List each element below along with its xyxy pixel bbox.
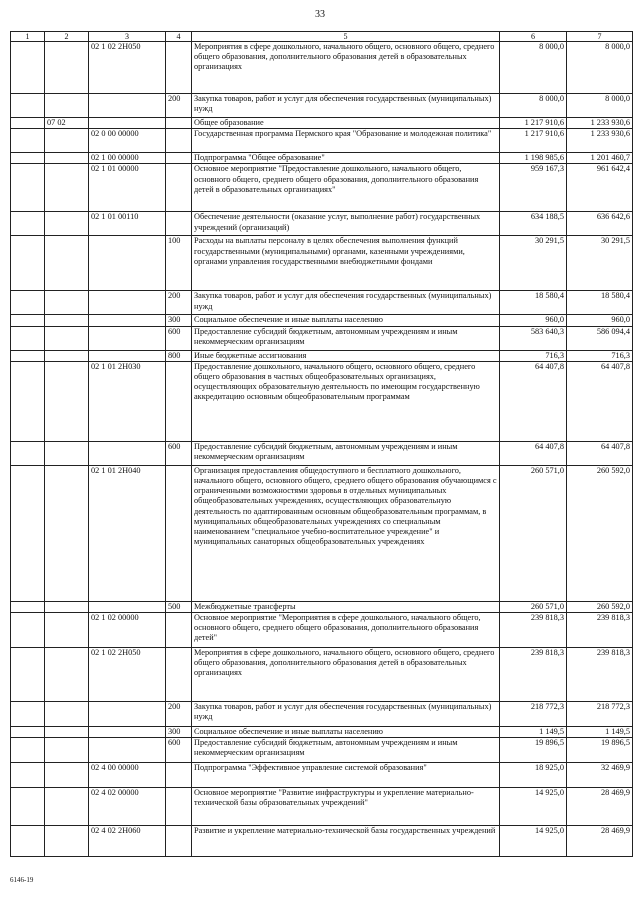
expense-type-cell	[166, 42, 192, 94]
amount-2020-cell: 64 407,8	[500, 441, 567, 465]
target-article-cell: 02 1 01 00110	[89, 212, 166, 236]
amount-2020-cell: 239 818,3	[500, 648, 567, 702]
table-row	[11, 236, 633, 291]
expense-type-cell	[166, 212, 192, 236]
section-code-cell	[11, 153, 45, 164]
amount-2020-cell: 960,0	[500, 315, 567, 326]
description-cell: Расходы на выплаты персоналу в целях обеспечения выполнения функций государственными (муниципальными) органами, казенными учреждениями, органами управления государственными внебюджетными фондами	[192, 236, 500, 291]
table-row	[11, 291, 633, 315]
description-cell: Закупка товаров, работ и услуг для обеспечения государственных (муниципальных) нужд	[192, 702, 500, 727]
section-code-cell	[11, 788, 45, 826]
subsection-code-cell	[45, 613, 89, 648]
description-cell: Мероприятия в сфере дошкольного, начального общего, основного общего, среднего общего образования, дополнительного образования детей в образовательных организациях	[192, 648, 500, 702]
description-cell: Закупка товаров, работ и услуг для обеспечения государственных (муниципальных) нужд	[192, 94, 500, 118]
amount-2021-cell: 260 592,0	[567, 601, 633, 612]
description-cell: Предоставление субсидий бюджетным, автономным учреждениям и иным некоммерческим организациям	[192, 441, 500, 465]
amount-2020-cell: 260 571,0	[500, 465, 567, 601]
description-cell: Социальное обеспечение и иные выплаты населению	[192, 315, 500, 326]
section-code-cell	[11, 601, 45, 612]
subsection-code-cell	[45, 601, 89, 612]
amount-2020-cell: 8 000,0	[500, 94, 567, 118]
table-body	[11, 32, 633, 857]
amount-2020-cell: 1 149,5	[500, 727, 567, 738]
section-code-cell	[11, 361, 45, 441]
subsection-code-cell	[45, 315, 89, 326]
table-row	[11, 648, 633, 702]
header-cell: 4	[166, 32, 192, 42]
subsection-code-cell	[45, 361, 89, 441]
subsection-code-cell	[45, 291, 89, 315]
target-article-cell: 02 1 00 00000	[89, 153, 166, 164]
description-cell: Общее образование	[192, 118, 500, 129]
subsection-code-cell	[45, 702, 89, 727]
table-row	[11, 441, 633, 465]
target-article-cell: 02 1 02 00000	[89, 613, 166, 648]
header-cell: 7	[567, 32, 633, 42]
table-row	[11, 118, 633, 129]
section-code-cell	[11, 738, 45, 763]
section-code-cell	[11, 702, 45, 727]
expense-type-cell: 100	[166, 236, 192, 291]
expense-type-cell	[166, 465, 192, 601]
document-code: 6146-19	[10, 876, 34, 884]
expense-type-cell: 600	[166, 441, 192, 465]
amount-2021-cell: 260 592,0	[567, 465, 633, 601]
expense-type-cell: 300	[166, 315, 192, 326]
amount-2021-cell: 1 201 460,7	[567, 153, 633, 164]
subsection-code-cell	[45, 350, 89, 361]
subsection-code-cell	[45, 326, 89, 350]
amount-2021-cell: 239 818,3	[567, 648, 633, 702]
amount-2020-cell: 8 000,0	[500, 42, 567, 94]
header-cell: 1	[11, 32, 45, 42]
subsection-code-cell	[45, 153, 89, 164]
table-row	[11, 613, 633, 648]
table-row	[11, 326, 633, 350]
target-article-cell: 02 4 02 2Н060	[89, 826, 166, 857]
target-article-cell: 02 1 01 00000	[89, 164, 166, 212]
amount-2021-cell: 64 407,8	[567, 361, 633, 441]
section-code-cell	[11, 212, 45, 236]
section-code-cell	[11, 291, 45, 315]
amount-2021-cell: 8 000,0	[567, 94, 633, 118]
amount-2021-cell: 28 469,9	[567, 826, 633, 857]
subsection-code-cell	[45, 763, 89, 788]
table-row	[11, 153, 633, 164]
target-article-cell	[89, 702, 166, 727]
section-code-cell	[11, 441, 45, 465]
expense-type-cell	[166, 788, 192, 826]
section-code-cell	[11, 129, 45, 153]
target-article-cell: 02 4 00 00000	[89, 763, 166, 788]
target-article-cell	[89, 350, 166, 361]
expense-type-cell: 500	[166, 601, 192, 612]
expense-type-cell	[166, 153, 192, 164]
expense-type-cell	[166, 129, 192, 153]
table-row	[11, 350, 633, 361]
description-cell: Закупка товаров, работ и услуг для обеспечения государственных (муниципальных) нужд	[192, 291, 500, 315]
amount-2021-cell: 961 642,4	[567, 164, 633, 212]
amount-2020-cell: 19 896,5	[500, 738, 567, 763]
amount-2020-cell: 260 571,0	[500, 601, 567, 612]
expense-type-cell: 600	[166, 326, 192, 350]
expense-type-cell	[166, 648, 192, 702]
table-row	[11, 738, 633, 763]
subsection-code-cell	[45, 788, 89, 826]
table-row	[11, 702, 633, 727]
subsection-code-cell	[45, 727, 89, 738]
description-cell: Основное мероприятие "Развитие инфраструктуры и укрепление материально-технической базы образовательных учреждений"	[192, 788, 500, 826]
section-code-cell	[11, 826, 45, 857]
amount-2020-cell: 1 217 910,6	[500, 129, 567, 153]
target-article-cell: 02 1 02 2Н050	[89, 42, 166, 94]
section-code-cell	[11, 118, 45, 129]
target-article-cell: 02 1 02 2Н050	[89, 648, 166, 702]
description-cell: Государственная программа Пермского края "Образование и молодежная политика"	[192, 129, 500, 153]
target-article-cell	[89, 291, 166, 315]
description-cell: Обеспечение деятельности (оказание услуг, выполнение работ) государственных учреждений (организаций)	[192, 212, 500, 236]
amount-2020-cell: 959 167,3	[500, 164, 567, 212]
description-cell: Развитие и укрепление материально-технической базы государственных учреждений	[192, 826, 500, 857]
target-article-cell: 02 0 00 00000	[89, 129, 166, 153]
amount-2021-cell: 239 818,3	[567, 613, 633, 648]
amount-2021-cell: 1 233 930,6	[567, 129, 633, 153]
subsection-code-cell	[45, 164, 89, 212]
target-article-cell	[89, 441, 166, 465]
expense-type-cell	[166, 164, 192, 212]
subsection-code-cell	[45, 129, 89, 153]
amount-2021-cell: 18 580,4	[567, 291, 633, 315]
description-cell: Социальное обеспечение и иные выплаты населению	[192, 727, 500, 738]
expense-type-cell: 300	[166, 727, 192, 738]
target-article-cell	[89, 118, 166, 129]
amount-2021-cell: 1 149,5	[567, 727, 633, 738]
amount-2021-cell: 960,0	[567, 315, 633, 326]
amount-2020-cell: 218 772,3	[500, 702, 567, 727]
amount-2021-cell: 32 469,9	[567, 763, 633, 788]
description-cell: Предоставление субсидий бюджетным, автономным учреждениям и иным некоммерческим организациям	[192, 326, 500, 350]
table-row	[11, 763, 633, 788]
amount-2020-cell: 239 818,3	[500, 613, 567, 648]
section-code-cell	[11, 465, 45, 601]
expense-type-cell: 600	[166, 738, 192, 763]
section-code-cell	[11, 763, 45, 788]
expense-type-cell	[166, 763, 192, 788]
budget-table	[10, 31, 633, 857]
expense-type-cell: 200	[166, 94, 192, 118]
table-row	[11, 42, 633, 94]
table-row	[11, 94, 633, 118]
subsection-code-cell	[45, 648, 89, 702]
target-article-cell	[89, 727, 166, 738]
table-row	[11, 129, 633, 153]
amount-2021-cell: 1 233 930,6	[567, 118, 633, 129]
table-row	[11, 727, 633, 738]
page-number: 33	[315, 9, 325, 20]
section-code-cell	[11, 42, 45, 94]
subsection-code-cell	[45, 94, 89, 118]
target-article-cell	[89, 326, 166, 350]
section-code-cell	[11, 94, 45, 118]
description-cell: Подпрограмма "Общее образование"	[192, 153, 500, 164]
amount-2021-cell: 8 000,0	[567, 42, 633, 94]
section-code-cell	[11, 727, 45, 738]
header-cell: 3	[89, 32, 166, 42]
table-row	[11, 212, 633, 236]
description-cell: Подпрограмма "Эффективное управление системой образования"	[192, 763, 500, 788]
section-code-cell	[11, 326, 45, 350]
amount-2020-cell: 1 217 910,6	[500, 118, 567, 129]
table-row	[11, 361, 633, 441]
amount-2021-cell: 218 772,3	[567, 702, 633, 727]
subsection-code-cell	[45, 738, 89, 763]
amount-2021-cell: 716,3	[567, 350, 633, 361]
amount-2021-cell: 28 469,9	[567, 788, 633, 826]
target-article-cell	[89, 236, 166, 291]
amount-2021-cell: 19 896,5	[567, 738, 633, 763]
amount-2020-cell: 14 925,0	[500, 788, 567, 826]
target-article-cell	[89, 738, 166, 763]
table-row	[11, 601, 633, 612]
expense-type-cell: 200	[166, 291, 192, 315]
table-row	[11, 164, 633, 212]
expense-type-cell	[166, 118, 192, 129]
expense-type-cell: 200	[166, 702, 192, 727]
amount-2020-cell: 634 188,5	[500, 212, 567, 236]
table-row	[11, 315, 633, 326]
amount-2020-cell: 14 925,0	[500, 826, 567, 857]
target-article-cell	[89, 94, 166, 118]
amount-2020-cell: 1 198 985,6	[500, 153, 567, 164]
target-article-cell: 02 4 02 00000	[89, 788, 166, 826]
description-cell: Предоставление дошкольного, начального общего, основного общего, среднего общего образования в частных общеобразовательных организациях, осуществляющих образовательную деятельность по имеющим государственную аккредитацию основным общеобразовательным программам	[192, 361, 500, 441]
section-code-cell	[11, 648, 45, 702]
expense-type-cell	[166, 826, 192, 857]
subsection-code-cell	[45, 236, 89, 291]
amount-2021-cell: 30 291,5	[567, 236, 633, 291]
subsection-code-cell	[45, 42, 89, 94]
amount-2020-cell: 583 640,3	[500, 326, 567, 350]
expense-type-cell	[166, 361, 192, 441]
header-row	[11, 32, 633, 42]
subsection-code-cell: 07 02	[45, 118, 89, 129]
description-cell: Межбюджетные трансферты	[192, 601, 500, 612]
amount-2020-cell: 64 407,8	[500, 361, 567, 441]
description-cell: Мероприятия в сфере дошкольного, начального общего, основного общего, среднего общего образования, дополнительного образования детей в образовательных организациях	[192, 42, 500, 94]
subsection-code-cell	[45, 826, 89, 857]
description-cell: Иные бюджетные ассигнования	[192, 350, 500, 361]
subsection-code-cell	[45, 212, 89, 236]
header-cell: 6	[500, 32, 567, 42]
section-code-cell	[11, 350, 45, 361]
section-code-cell	[11, 613, 45, 648]
description-cell: Организация предоставления общедоступного и бесплатного дошкольного, начального общего, основного общего, среднего общего образования обучающимся с ограниченными возможностями здоровья в отдельных муниципальных общеобразовательных учреждениях, осуществляющих образовательную деятельность по адаптированным основным общеобразовательным программам, в муниципальных общеобразовательных учреждениях со специальным наименованием "специальное учебно-воспитательное учреждение" и муниципальных санаторных общеобразовательных учреждениях	[192, 465, 500, 601]
amount-2020-cell: 30 291,5	[500, 236, 567, 291]
amount-2020-cell: 716,3	[500, 350, 567, 361]
table-row	[11, 826, 633, 857]
description-cell: Основное мероприятие "Мероприятия в сфере дошкольного, начального общего, основного общего, среднего общего образования, дополнительного образования детей"	[192, 613, 500, 648]
subsection-code-cell	[45, 465, 89, 601]
expense-type-cell: 800	[166, 350, 192, 361]
description-cell: Предоставление субсидий бюджетным, автономным учреждениям и иным некоммерческим организациям	[192, 738, 500, 763]
section-code-cell	[11, 315, 45, 326]
table-row	[11, 788, 633, 826]
amount-2020-cell: 18 580,4	[500, 291, 567, 315]
section-code-cell	[11, 164, 45, 212]
description-cell: Основное мероприятие "Предоставление дошкольного, начального общего, основного общего, среднего общего образования, дополнительного образования детей в образовательных организациях"	[192, 164, 500, 212]
amount-2020-cell: 18 925,0	[500, 763, 567, 788]
target-article-cell: 02 1 01 2Н040	[89, 465, 166, 601]
header-cell: 5	[192, 32, 500, 42]
target-article-cell	[89, 315, 166, 326]
amount-2021-cell: 64 407,8	[567, 441, 633, 465]
subsection-code-cell	[45, 441, 89, 465]
target-article-cell: 02 1 01 2Н030	[89, 361, 166, 441]
amount-2021-cell: 586 094,4	[567, 326, 633, 350]
section-code-cell	[11, 236, 45, 291]
header-cell: 2	[45, 32, 89, 42]
expense-type-cell	[166, 613, 192, 648]
amount-2021-cell: 636 642,6	[567, 212, 633, 236]
table-row	[11, 465, 633, 601]
target-article-cell	[89, 601, 166, 612]
